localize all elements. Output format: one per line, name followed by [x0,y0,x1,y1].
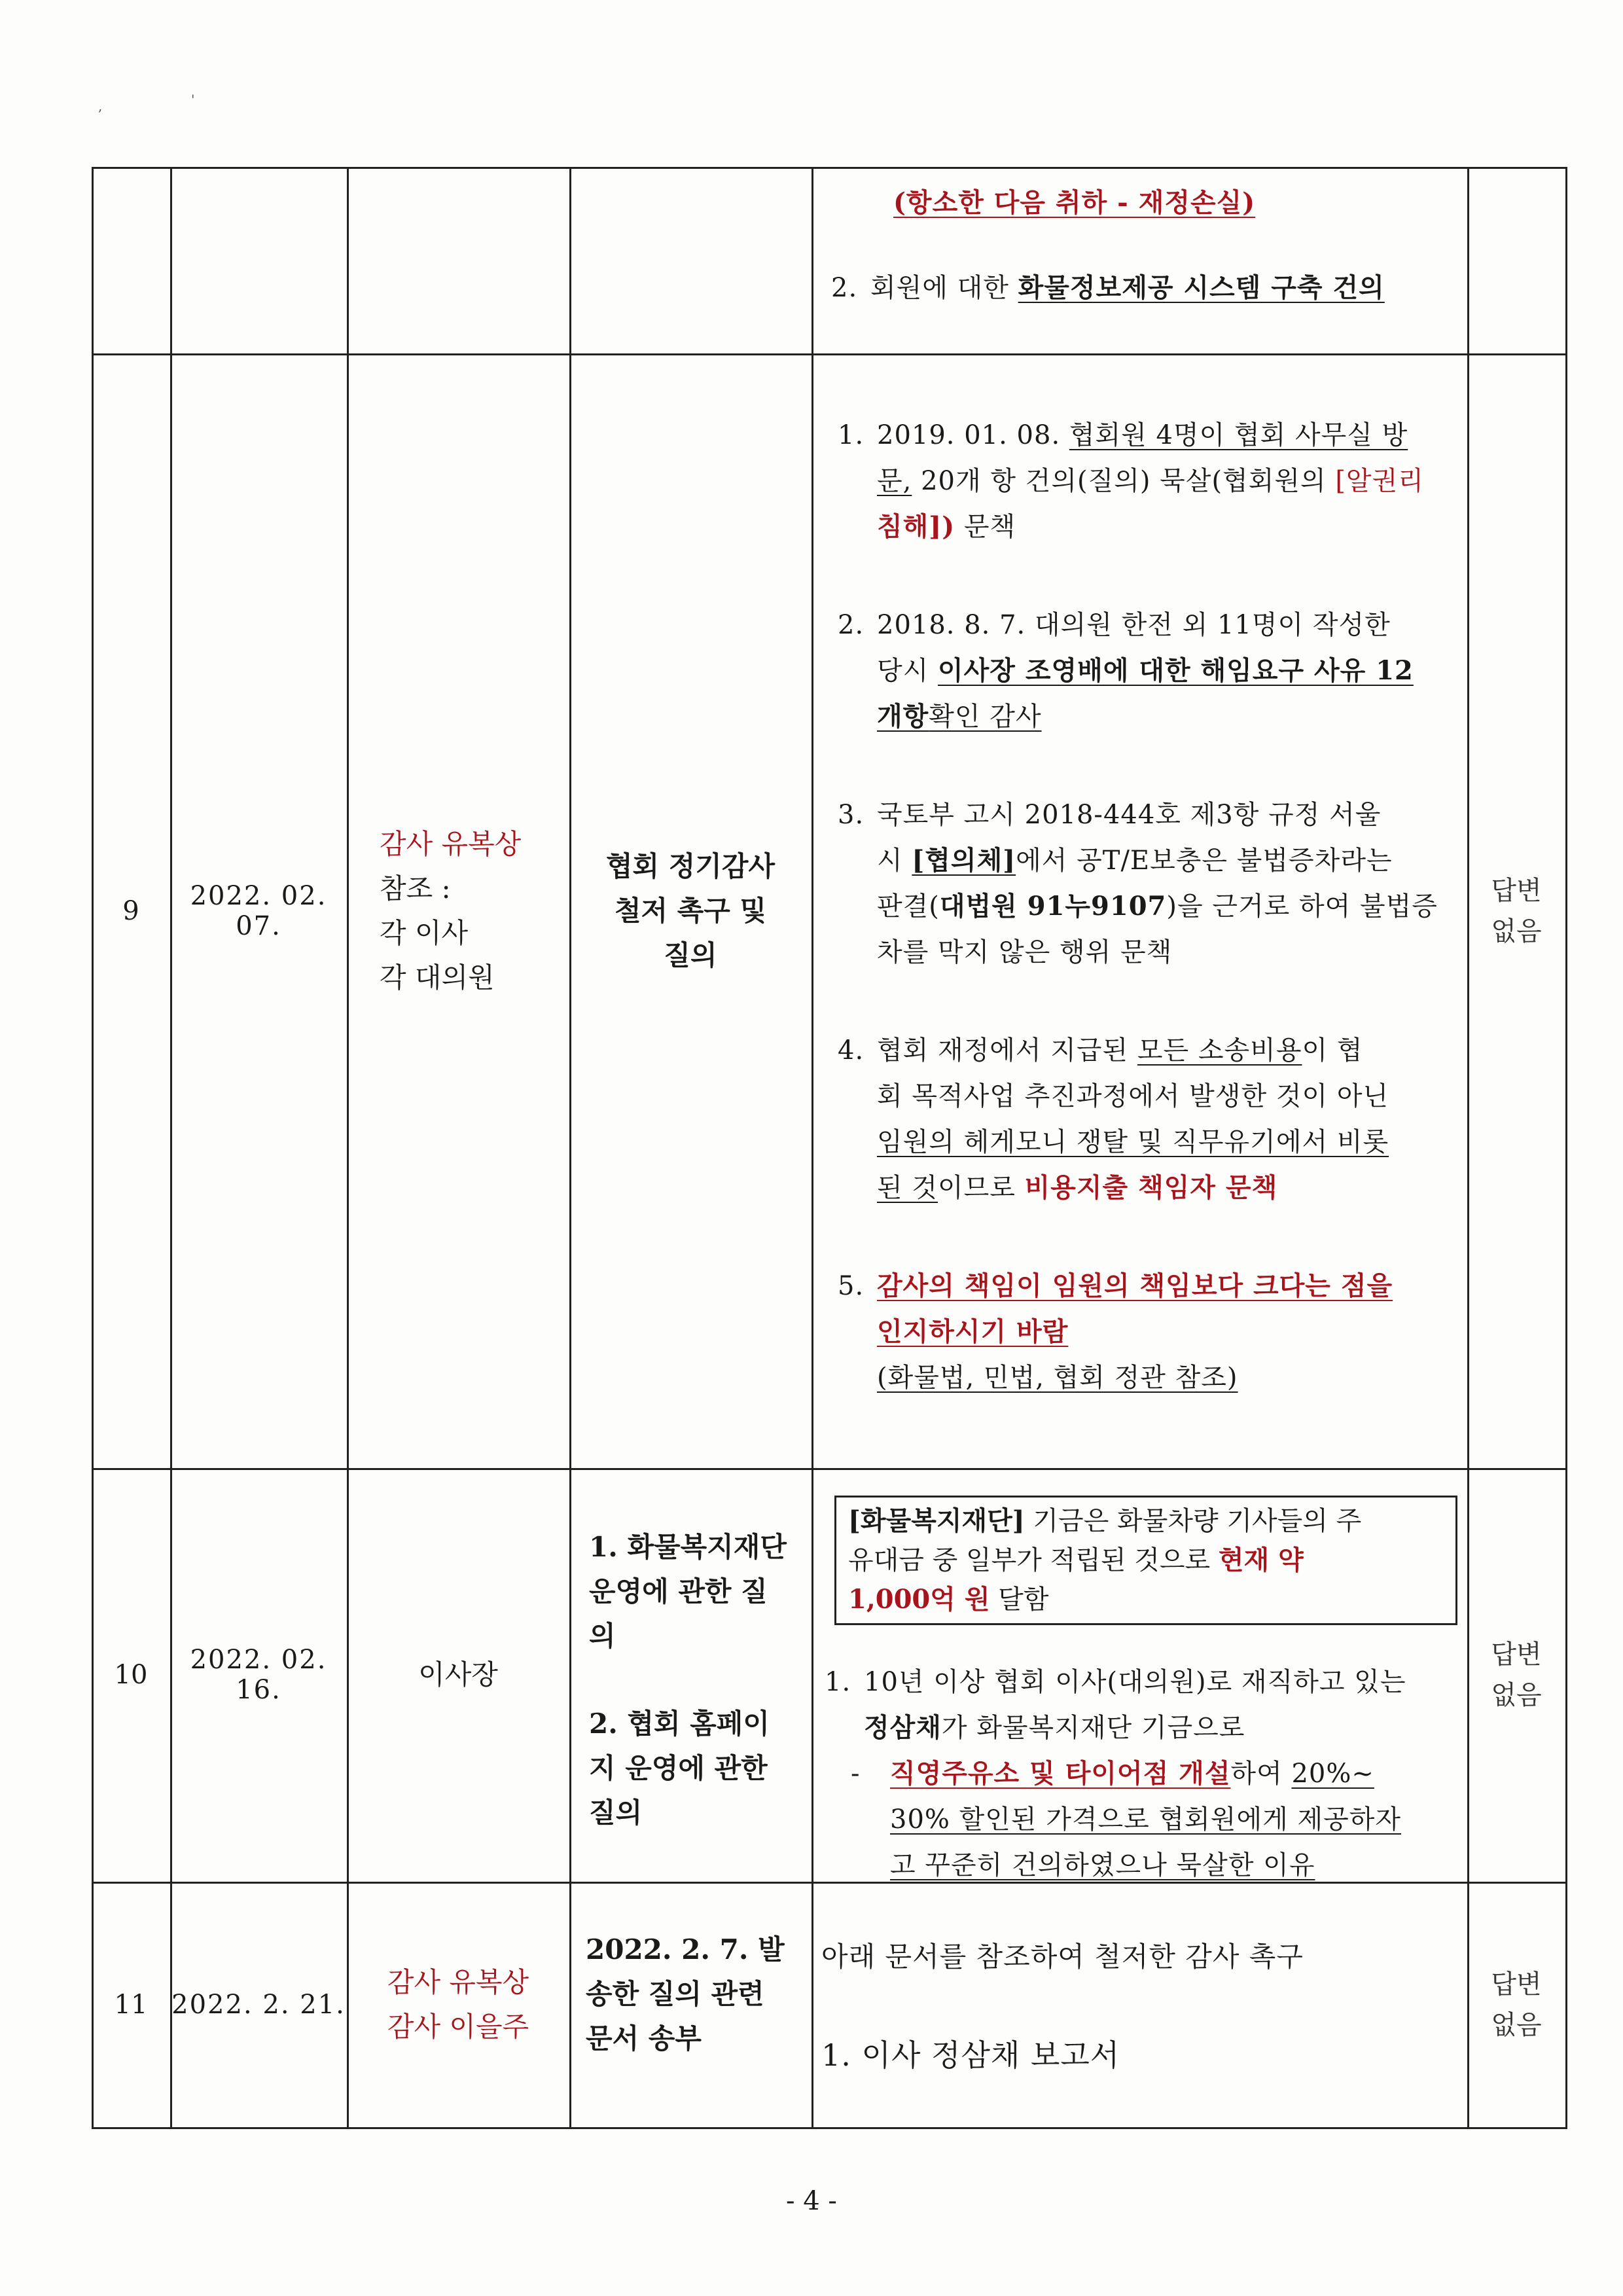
note-text-emphasis: [화물복지재단] [848,1505,1025,1536]
item-text-underline: 된 것 [877,1173,938,1203]
item-text-underline: 30% 할인된 가격으로 협회원에게 제공하자 [890,1804,1402,1835]
item-text-red: [알권리 [1335,466,1424,496]
item-text: 10년 이상 협회 이사(대의원)로 재직하고 있는 [864,1667,1406,1697]
row-11-content [821,1934,1459,2078]
row-10-number: 10 [114,1660,148,1690]
item-text: 당시 [877,656,938,686]
item-text-underline: 임원의 헤게모니 쟁탈 및 직무유기에서 비롯 [877,1127,1389,1157]
row-11-sender [347,1882,569,2127]
item-text: 20개 항 건의(질의) 묵살(협회원의 [912,466,1336,496]
item-text-red: 감사의 책임이 임원의 책임보다 크다는 점을 [877,1270,1393,1301]
item-text: 시 [877,846,912,876]
item-text: 1. 이사 정삼채 보고서 [821,2037,1120,2073]
title-line: 협회 정기감사 [605,850,776,882]
page-number: - 4 - [786,2186,837,2216]
item-text: 에서 공T/E보충은 불법증차라는 [1016,846,1393,876]
item-text-emphasis: 화물정보제공 시스템 구축 건의 [1018,272,1385,303]
item-text-underline: 모든 소송비용 [1137,1035,1302,1066]
title-line: 1. 화물복지재단 [589,1531,787,1563]
reply-line: 없음 [1491,2009,1542,2040]
row-9-content [838,412,1459,1401]
item-text-red: 비용지출 책임자 문책 [1024,1172,1278,1203]
item-text-emphasis: 개항 [877,701,929,732]
item-text: 회원에 대한 [870,273,1018,303]
item-text: 이 협 [1302,1035,1363,1066]
note-text: 유대금 중 일부가 적립된 것으로 [848,1545,1219,1575]
item-text: 회 목적사업 추진과정에서 발생한 것이 아닌 [877,1081,1389,1111]
item-text: )을 근거로 하여 불법증 [1166,891,1438,922]
item-text: 차를 막지 않은 행위 문책 [877,937,1173,967]
sender-line: 각 대의원 [380,961,495,994]
row-9-sender [380,353,569,1468]
item-text-underline: 20%~ [1291,1759,1374,1789]
item-text-underline: (화물법, 민법, 협회 정관 참조) [877,1363,1238,1393]
list-item [838,792,1459,975]
item-number: 3. [838,800,865,830]
item-text: 2018. 8. 7. 대의원 한전 외 11명이 작성한 [877,610,1391,640]
note-text-red: 1,000억 원 [848,1584,990,1615]
title-line: 송한 질의 관련 [586,1978,764,2010]
row-9-number: 9 [122,895,139,926]
sender-line: 감사 이을주 [387,2010,529,2043]
row-11-number: 11 [114,1989,148,2020]
row-10-content [825,1659,1463,1888]
title-line: 의 [589,1620,616,1652]
item-text: 판결( [877,891,940,922]
item-text: 아래 문서를 참조하여 철저한 감사 촉구 [821,1941,1304,1973]
list-item [838,412,1459,550]
note-text-red: 현재 약 [1218,1545,1304,1575]
row-10-sender: 이사장 [418,1659,498,1691]
item-text: 하여 [1230,1759,1292,1789]
title-line: 2022. 2. 7. 발 [586,1933,785,1965]
item-number: 5. [838,1271,865,1301]
row-11-title [586,1928,802,2061]
reply-line: 답변 [1491,1969,1542,2000]
list-item [838,1263,1459,1401]
item-number: 2. [838,610,865,640]
item-dash: - [851,1759,861,1789]
item-text: 가 화물복지재단 기금으로 [941,1713,1245,1743]
title-line: 2. 협회 홈페이 [589,1708,770,1740]
item-text-red: 침해]) [877,511,955,542]
item-number: 2. [831,273,858,303]
row-11-reply [1467,1882,1565,2127]
title-line: 철저 촉구 및 [614,894,767,927]
title-line: 지 운영에 관한 [589,1752,768,1784]
item-text-underline: 문, [877,466,912,496]
item-text: 이므로 [938,1173,1025,1203]
row-9-date: 2022. 02. 07. [190,880,327,941]
item-number: 1. [838,420,865,450]
row-9-title [569,353,812,1468]
reply-line: 없음 [1491,916,1542,946]
row-11-date: 2022. 2. 21. [171,1989,346,2020]
item-text-emphasis: [협의체] [912,845,1016,876]
list-item [838,602,1459,740]
item-text-emphasis: 정삼채 [864,1712,942,1743]
item-text: 2019. 01. 08. [877,420,1069,450]
item-text: 문책 [955,512,1016,542]
continued-note: (항소한 다음 취하 - 재정손실) [893,187,1256,218]
sender-line: 감사 유복상 [387,1965,529,1998]
sender-line: 참조 : [380,872,451,905]
sender-line: 각 이사 [380,916,469,949]
item-text-red: 인지하시기 바람 [877,1316,1069,1347]
scan-mark: ' [191,92,195,107]
item-text-underline: 협회원 4명이 협회 사무실 방 [1069,420,1408,450]
item-text: 협회 재정에서 지급된 [877,1035,1137,1066]
note-text: 달함 [990,1585,1049,1615]
title-line: 문서 송부 [586,2022,702,2054]
correspondence-table [92,167,1567,2129]
item-text-red: 직영주유소 및 타이어점 개설 [890,1758,1231,1789]
sender-line: 감사 유복상 [380,827,522,860]
item-text: 국토부 고시 2018-444호 제3항 규정 서울 [877,800,1382,830]
note-text: 기금은 화물차량 기사들의 주 [1024,1506,1362,1536]
list-item [838,1028,1459,1211]
item-text-emphasis: 이사장 조영배에 대한 해임요구 사유 12 [938,655,1414,686]
row-10-reply [1467,1468,1565,1882]
row-10-note-box [834,1496,1457,1625]
item-text-underline: 고 꾸준히 건의하였으나 묵살한 이유 [890,1850,1315,1880]
item-text-emphasis: 대법원 91누9107 [939,891,1167,922]
item-text-underline: 확인 감사 [929,702,1042,732]
reply-line: 답변 [1491,875,1542,906]
item-number: 4. [838,1035,865,1066]
row-10-date: 2022. 02. 16. [190,1645,327,1705]
reply-line: 없음 [1491,1680,1542,1710]
scan-mark: , [98,98,103,114]
list-item [825,1659,1463,1751]
item-number: 1. [825,1667,851,1697]
title-line: 질의 [589,1797,643,1829]
row-9-reply [1467,353,1565,1468]
title-line: 운영에 관한 질 [589,1575,768,1607]
row-top-content [831,180,1453,311]
list-item [825,1751,1463,1888]
row-10-title [589,1525,802,1835]
reply-line: 답변 [1491,1640,1542,1670]
title-line: 질의 [664,939,717,971]
